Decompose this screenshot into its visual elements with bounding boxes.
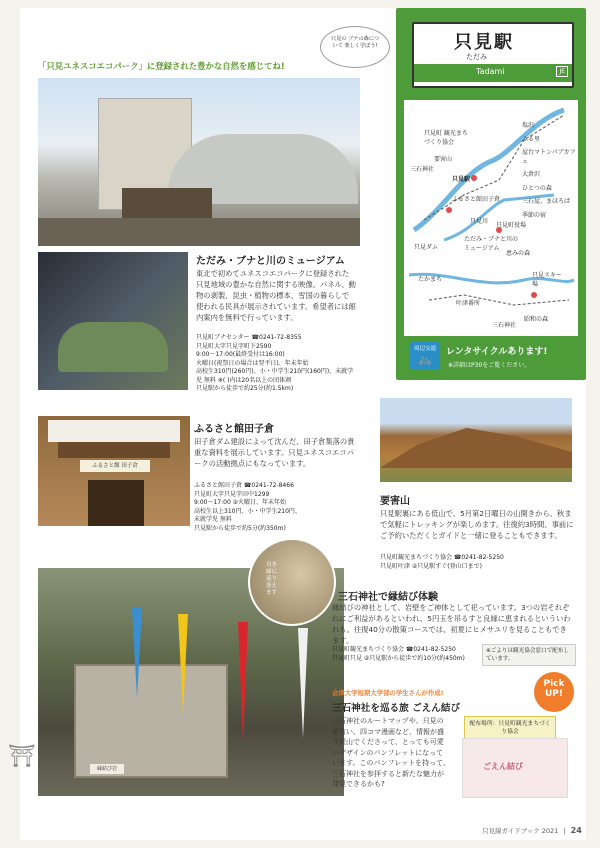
page-number: 24 <box>570 826 582 835</box>
station-sign <box>412 22 574 88</box>
map-label: 只見町役場 <box>496 222 527 229</box>
tagokura-sign: ふるさと館 田子倉 <box>80 460 150 472</box>
map-label: 只見川 <box>470 218 489 225</box>
pickup-badge-line1: Pick <box>543 679 565 689</box>
map-list-item: 屋台マトンパブカフェ <box>522 149 576 165</box>
line-badge: JE <box>556 66 568 77</box>
tagokura-info-line: 高校生以上310円、小・中学生210円、 <box>194 507 301 515</box>
map-list-item: 季節の宿 <box>522 211 547 219</box>
rental-note: ※詳細はP30をご覧ください。 <box>448 362 531 369</box>
mitsuishi-title: 三石神社で縁結び体験 <box>338 592 438 603</box>
museum-title: ただみ・ブナと川のミュージアム <box>196 256 345 267</box>
ema-bubble-text: 良き縁に巡り逢えます <box>266 562 278 596</box>
tagokura-info-line: 只見町大字只見字田中1299 <box>194 490 270 498</box>
mitsuishi-info-line: 只見町観光まちづくり協会 ☎0241-82-5250 <box>332 646 456 653</box>
map-list-item: 大倉沢 <box>522 171 541 178</box>
tagline: 「只見ユネスコエコパーク」に登録された豊かな自然を感じてね! <box>38 61 285 71</box>
map-list-item: ふる里 <box>522 135 541 143</box>
map-list-item: 三石屋、まほろば <box>522 198 571 205</box>
pickup-distribution: 配布場所：只見町観光まちづくり協会 <box>464 716 556 740</box>
map-label: 只見駅 <box>452 176 471 183</box>
mitsuishi-info-line: 只見町只見 ②只見駅から徒歩で約10分(約450m) <box>332 654 465 662</box>
museum-info-line: 高校生310円(260円)、小・中学生210円(160円)、未就学児 無料 ※( )内は20名以上の団体割 <box>196 368 354 384</box>
bicycle-icon: 🚲 <box>417 352 433 366</box>
station-romaji-bar <box>414 64 572 82</box>
tagokura-info-line: 9:00～17:00 ②火曜日、年末年始 <box>194 499 287 506</box>
museum-info-line: 只見駅から徒歩で約25分(約1.5km) <box>196 385 294 392</box>
yogaisan-info-line: 只見町叶津 ②只見駅すぐ(登山口まで) <box>380 562 482 570</box>
map-label: 要害山 <box>434 156 453 163</box>
yogaisan-mountain-photo <box>380 398 572 482</box>
pamphlet-photo <box>462 738 568 798</box>
area-map <box>404 100 578 336</box>
museum-info-line: 火曜日(祝祭日の場合は翌平日)、年末年始 <box>196 359 309 367</box>
speech-bubble-text: 只見の ブナの森について 楽しく学ぼう! <box>330 36 380 49</box>
tagokura-info-line: 未就学児 無料 <box>194 516 232 523</box>
map-list-item: ひとつの森 <box>522 184 552 192</box>
map-label: たかまち <box>418 276 443 283</box>
yogaisan-body: 只見駅裏にある低山で、5月第2日曜日の山開きから、秋まで気軽にトレッキングが楽しめます。往復約3時間、事前にご予約いただくとガイドと一緒に登ることもできます。 <box>380 509 574 540</box>
transport-badge <box>410 342 440 370</box>
tagokura-info-line: ふるさと館田子倉 ☎0241-72-8466 <box>194 482 294 489</box>
tagokura-info-line: 只見駅から徒歩で約5分(約350m) <box>194 524 286 532</box>
map-label: 三石神社 <box>410 166 435 173</box>
mitsuishi-body: 縁結びの神社として、岩壁をご神体として祀っています。3つの岩それぞれにご利益があるといわれ、5円玉を吊るすと良縁に恵まれるといういわれも。往復40分の散策コースでは、初夏にヒメサユリを見ることもできます。 <box>332 603 571 645</box>
museum-info-line: 9:00～17:00(最終受付は16:00) <box>196 351 285 358</box>
transport-badge-label: 周辺交通 <box>413 346 436 352</box>
map-label: 三石神社 <box>492 322 517 329</box>
page <box>8 8 586 840</box>
pickup-badge <box>534 672 574 712</box>
yogaisan-info <box>380 554 576 571</box>
shrine-sign: 縁結び岩 <box>90 764 124 774</box>
footer: 只見線ガイドブック 2021 | 24 <box>482 826 582 835</box>
map-label: 昭和の森 <box>524 316 549 323</box>
tagokura-building-photo <box>38 416 190 526</box>
station-card <box>396 8 586 380</box>
map-label: 恵みの森 <box>506 250 531 257</box>
museum-info-line: 只見町ブナセンター ☎0241-72-8355 <box>196 334 302 341</box>
pickup-title: 三石神社を巡る旅 ごえん結び <box>332 703 461 714</box>
map-right-list <box>522 122 578 220</box>
map-list-item: 塩沢 <box>522 122 535 129</box>
museum-info <box>196 334 356 394</box>
mitsuishi-info <box>332 646 482 663</box>
pamphlet-title: ごえん結び <box>483 762 523 771</box>
pickup-body: 三石神社のルートマップや、只見の花言い、四コマ漫画など、情報が盛り沢山でくださって、とっても可愛いデザインのパンフレットになっています。このパンフレットを持って、三石神社を参拝すると新たな魅力が発見できるかも? <box>332 717 450 788</box>
pickup-badge-line2: UP! <box>544 689 563 699</box>
yogaisan-title: 要害山 <box>380 496 410 507</box>
museum-body: 東北で初めてユネスコエコパークに登録された只見地域の豊かな自然に関する映像、パネル、動物の剥製、昆虫・植物の標本、雪国の暮らしで使われる民具が展示されています。希望者には館内案内を無料で行っています。 <box>196 269 356 322</box>
museum-info-line: 只見町大字只見字町下2590 <box>196 342 272 350</box>
mitsuishi-note: ※ごよりは観光協会窓口で配布しています。 <box>482 644 576 666</box>
ema-closeup-photo <box>248 538 336 626</box>
map-label: 只見町 観光まちづくり協会 <box>424 130 468 146</box>
speech-bubble <box>320 26 390 68</box>
station-reading: ただみ <box>466 53 487 61</box>
tagokura-title: ふるさと館田子倉 <box>194 424 274 435</box>
rental-title: レンタサイクルあります! <box>446 347 548 357</box>
tagokura-info <box>194 482 354 533</box>
yogaisan-info-line: 只見町観光まちづくり協会 ☎0241-82-5250 <box>380 554 504 561</box>
map-label: ふるさと館田子倉 <box>452 196 501 203</box>
tagokura-body: 田子倉ダム建設によって沈んだ、田子倉集落の貴重な資料を展示しています。只見ユネスコエコパークの活動拠点にもなっています。 <box>194 437 355 468</box>
map-label: 叶津番所 <box>456 300 481 307</box>
station-name: 只見駅 <box>454 32 514 53</box>
museum-building-photo <box>38 78 360 246</box>
map-label: ただみ・ブナと川のミュージアム <box>464 236 519 252</box>
map-label: 只見スキー場 <box>532 272 563 288</box>
museum-interior-photo <box>38 252 188 390</box>
torii-icon: ⛩ <box>8 744 36 769</box>
station-romaji: Tadami <box>476 67 505 76</box>
footer-book: 只見線ガイドブック 2021 <box>482 827 559 835</box>
pickup-kicker: 会津大学短期大学部の学生さんが作成! <box>332 689 444 697</box>
map-label: 只見ダム <box>414 244 439 251</box>
